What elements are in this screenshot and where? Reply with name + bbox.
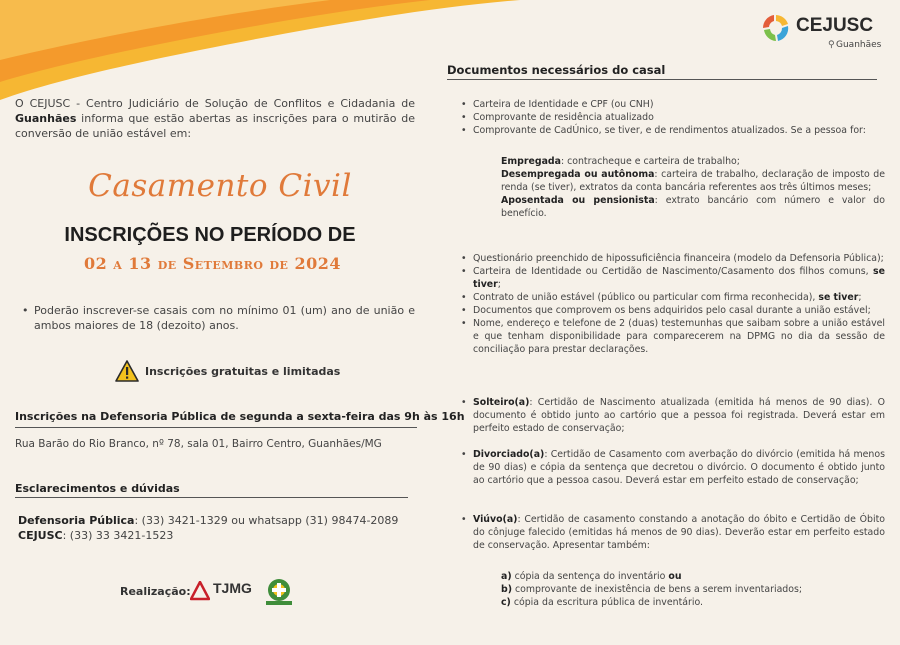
contact-details xyxy=(18,513,398,543)
tjmg-logo-icon xyxy=(190,581,210,601)
document-item: • Questionário preenchido de hipossuficiência financeira (modelo da Defensoria Pública); xyxy=(459,252,885,265)
document-item: • Nome, endereço e telefone de 2 (duas) testemunhas que saibam sobre a união estável e que tenham disponibilidade para comparecerem na DPMG no dia da sessão de conciliação para prestar declarações. xyxy=(459,317,885,356)
cejusc-logo-text: CEJUSC xyxy=(796,15,874,36)
solteiro-requirement: • Solteiro(a): Certidão de Nascimento atualizada (emitida há menos de 90 dias). O documento é obtido junto ao cartório que a pessoa foi registrada. Deverá estar em perfeito estado de conservação; xyxy=(459,396,885,435)
divider xyxy=(15,427,417,428)
widow-extra-list xyxy=(501,570,885,609)
intro-paragraph: O CEJUSC - Centro Judiciário de Solução de Conflitos e Cidadania de Guanhães informa que estão abertas as inscrições para o mutirão de conversão de união estável em: xyxy=(15,97,415,140)
viuvo-requirement: • Viúvo(a): Certidão de casamento constando a anotação do óbito e Certidão de Óbito do cônjuge falecido (emitidas há menos de 90 dias). Deverão estar em perfeito estado de conservação. Apresentar também: xyxy=(459,513,885,552)
decorative-swoosh xyxy=(0,0,520,110)
tjmg-logo-text: TJMG xyxy=(213,580,252,596)
income-item: Desempregada ou autônoma: carteira de trabalho, declaração de imposto de renda (se tiver), extratos da conta bancária referentes aos três últimos meses; xyxy=(501,169,885,193)
document-item: • Comprovante de CadÚnico, se tiver, e de rendimentos atualizados. Se a pessoa for: xyxy=(459,124,887,137)
cejusc-logo-location: Guanhães xyxy=(836,40,882,50)
realizacao-label: Realização: xyxy=(120,585,191,598)
defensoria-logo-icon xyxy=(263,577,295,607)
script-title: Casamento Civil xyxy=(88,168,352,204)
document-item: • Carteira de Identidade ou Certidão de Nascimento/Casamento dos filhos comuns, se tiver; xyxy=(459,265,885,291)
period-dates: 02 a 13 de Setembro de 2024 xyxy=(83,254,342,273)
income-proof-list xyxy=(501,155,885,220)
document-item: • Comprovante de residência atualizado xyxy=(459,111,887,124)
cejusc-logo-icon xyxy=(760,12,792,44)
contact-defensoria: Defensoria Pública: (33) 3421-1329 ou whatsapp (31) 98474-2089 xyxy=(18,514,399,527)
notice-text: Inscrições gratuitas e limitadas xyxy=(145,365,341,378)
document-item: • Documentos que comprovem os bens adquiridos pelo casal durante a união estável; xyxy=(459,304,885,317)
income-item: Empregada: contracheque e carteira de trabalho; xyxy=(501,156,740,167)
widow-item: a) cópia da sentença do inventário ou xyxy=(501,571,682,582)
documents-list xyxy=(459,98,887,137)
document-item: • Contrato de união estável (público ou particular com firma reconhecida), se tiver; xyxy=(459,291,885,304)
contact-cejusc: CEJUSC: (33) 33 3421-1523 xyxy=(18,529,174,542)
contact-heading: Esclarecimentos e dúvidas xyxy=(15,482,180,495)
documents-list-2 xyxy=(459,252,885,356)
realizacao xyxy=(120,577,300,609)
map-pin-icon: ⚲ xyxy=(828,40,835,50)
city-name: Guanhães xyxy=(15,112,77,125)
cejusc-logo xyxy=(760,12,890,52)
divider xyxy=(15,497,408,498)
warning-icon xyxy=(115,360,139,382)
divorciado-requirement: • Divorciado(a): Certidão de Casamento com averbação do divórcio (emitida há menos de 90 dias) e cópia da sentença que decretou o divórcio. O documento é obtido junto ao cartório que a pessoa casou. Deverá estar em perfeito estado de conservação; xyxy=(459,448,885,487)
eligibility-list xyxy=(20,303,415,333)
notice xyxy=(115,360,355,384)
address: Rua Barão do Rio Branco, nº 78, sala 01, Bairro Centro, Guanhães/MG xyxy=(15,438,382,450)
widow-item: c) cópia da escritura pública de inventário. xyxy=(501,597,703,608)
eligibility-item: • Poderão inscrever-se casais com no mínimo 01 (um) ano de união e ambos maiores de 18 (dezoito) anos. xyxy=(20,303,415,333)
period-title: INSCRIÇÕES NO PERÍODO DE xyxy=(64,224,356,246)
divider xyxy=(447,79,877,80)
income-item: Aposentada ou pensionista: extrato bancário com número e valor do benefício. xyxy=(501,195,885,219)
inscriptions-heading: Inscrições na Defensoria Pública de segunda a sexta-feira das 9h às 16h xyxy=(15,410,465,423)
widow-item: b) comprovante de inexistência de bens a serem inventariados; xyxy=(501,584,803,595)
document-item: • Carteira de Identidade e CPF (ou CNH) xyxy=(459,98,887,111)
documents-heading: Documentos necessários do casal xyxy=(447,63,666,77)
